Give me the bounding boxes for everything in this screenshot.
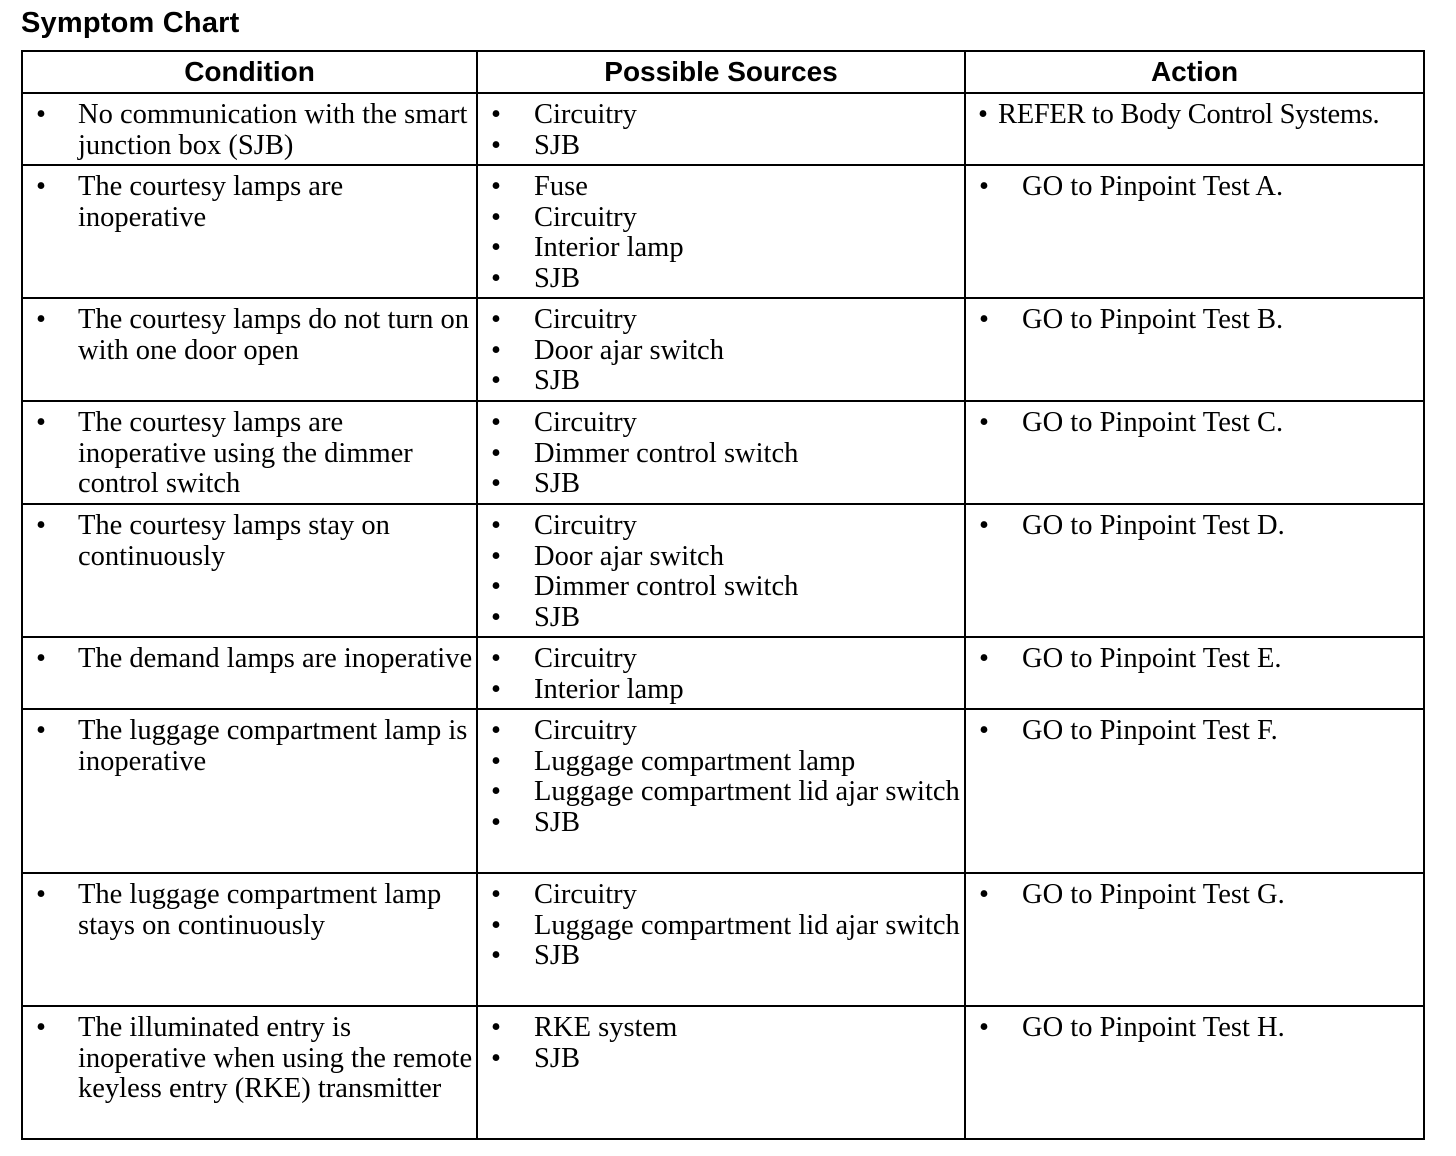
condition-list	[23, 716, 476, 777]
action-cell	[965, 1006, 1424, 1139]
bullet-icon: •	[491, 365, 501, 397]
list-item	[478, 675, 964, 706]
bullet-icon: •	[491, 171, 501, 202]
bullet-icon: •	[979, 879, 989, 910]
sources-text: Door ajar switch	[534, 334, 724, 366]
list-item	[478, 747, 964, 778]
table-row	[22, 709, 1424, 873]
action-text: GO to Pinpoint Test F.	[1022, 715, 1278, 746]
condition-list	[23, 100, 476, 161]
sources-text: Luggage compartment lid ajar switch	[534, 909, 960, 941]
condition-cell	[22, 1006, 477, 1139]
list-item	[966, 100, 1423, 131]
bullet-icon: •	[491, 715, 501, 746]
action-list	[966, 172, 1423, 203]
condition-cell	[22, 504, 477, 637]
table-row	[22, 165, 1424, 298]
sources-text: SJB	[534, 1042, 580, 1074]
list-item	[478, 716, 964, 747]
action-text: GO to Pinpoint Test G.	[1022, 879, 1285, 910]
action-list	[966, 408, 1423, 439]
sources-list	[478, 305, 964, 397]
bullet-icon: •	[491, 643, 501, 674]
possible-sources-cell	[477, 93, 965, 165]
list-item	[478, 172, 964, 203]
table-row	[22, 401, 1424, 504]
list-item	[23, 716, 476, 777]
condition-cell	[22, 165, 477, 298]
sources-text: Circuitry	[534, 99, 637, 130]
condition-cell	[22, 93, 477, 165]
action-cell	[965, 873, 1424, 1006]
condition-cell	[22, 873, 477, 1006]
list-item	[23, 644, 476, 675]
list-item	[478, 408, 964, 439]
action-cell	[965, 165, 1424, 298]
bullet-icon: •	[491, 879, 501, 910]
action-text: GO to Pinpoint Test A.	[1022, 171, 1284, 202]
sources-text: SJB	[534, 806, 580, 838]
list-item	[966, 305, 1423, 336]
table-header-row	[22, 51, 1424, 93]
bullet-icon: •	[491, 437, 501, 469]
list-item	[478, 439, 964, 470]
condition-text: No communication with the smart junction box (SJB)	[78, 99, 468, 161]
list-item	[966, 880, 1423, 911]
action-cell	[965, 637, 1424, 709]
action-list	[966, 100, 1423, 131]
action-text: GO to Pinpoint Test D.	[1022, 510, 1285, 541]
list-item	[478, 233, 964, 264]
list-item	[23, 511, 476, 572]
table-row	[22, 93, 1424, 165]
bullet-icon: •	[491, 776, 501, 808]
table-row	[22, 298, 1424, 401]
action-cell	[965, 298, 1424, 401]
sources-text: Circuitry	[534, 643, 637, 674]
symptom-chart-table	[21, 50, 1425, 1140]
sources-text: Dimmer control switch	[534, 571, 799, 603]
action-text: GO to Pinpoint Test E.	[1022, 643, 1282, 674]
bullet-icon: •	[978, 99, 988, 130]
page-title: Symptom Chart	[21, 7, 240, 39]
sources-text: SJB	[534, 129, 580, 161]
column-header-condition: Condition	[22, 51, 477, 93]
list-item	[23, 408, 476, 500]
table-row	[22, 504, 1424, 637]
possible-sources-cell	[477, 401, 965, 504]
sources-text: Dimmer control switch	[534, 437, 799, 469]
list-item	[478, 469, 964, 500]
sources-text: Luggage compartment lamp	[534, 745, 856, 777]
sources-list	[478, 880, 964, 972]
bullet-icon: •	[36, 1012, 46, 1043]
sources-text: SJB	[534, 468, 580, 500]
list-item	[478, 264, 964, 295]
list-item	[23, 305, 476, 366]
bullet-icon: •	[491, 129, 501, 161]
action-list	[966, 880, 1423, 911]
action-text: REFER to Body Control Systems.	[998, 99, 1380, 130]
condition-list	[23, 1013, 476, 1105]
list-item	[23, 100, 476, 161]
condition-list	[23, 172, 476, 233]
sources-text: Interior lamp	[534, 232, 684, 264]
list-item	[478, 203, 964, 234]
bullet-icon: •	[491, 468, 501, 500]
condition-text: The courtesy lamps stay on continuously	[78, 510, 390, 572]
condition-cell	[22, 401, 477, 504]
condition-text: The demand lamps are inoperative	[78, 643, 473, 674]
condition-list	[23, 511, 476, 572]
list-item	[478, 366, 964, 397]
sources-text: Luggage compartment lid ajar switch	[534, 776, 960, 808]
action-cell	[965, 504, 1424, 637]
bullet-icon: •	[36, 643, 46, 674]
condition-list	[23, 408, 476, 500]
bullet-icon: •	[36, 99, 46, 130]
list-item	[478, 808, 964, 839]
bullet-icon: •	[36, 407, 46, 438]
action-text: GO to Pinpoint Test C.	[1022, 407, 1284, 438]
action-list	[966, 644, 1423, 675]
possible-sources-cell	[477, 165, 965, 298]
bullet-icon: •	[979, 1012, 989, 1043]
bullet-icon: •	[36, 510, 46, 541]
sources-list	[478, 511, 964, 633]
bullet-icon: •	[491, 334, 501, 366]
list-item	[966, 511, 1423, 542]
action-cell	[965, 93, 1424, 165]
table-row	[22, 1006, 1424, 1139]
table-row	[22, 873, 1424, 1006]
list-item	[478, 1013, 964, 1044]
sources-text: RKE system	[534, 1012, 678, 1043]
table-row	[22, 637, 1424, 709]
list-item	[478, 511, 964, 542]
list-item	[478, 100, 964, 131]
bullet-icon: •	[979, 510, 989, 541]
bullet-icon: •	[491, 304, 501, 335]
action-list	[966, 1013, 1423, 1044]
sources-list	[478, 716, 964, 838]
sources-text: Door ajar switch	[534, 540, 724, 572]
possible-sources-cell	[477, 709, 965, 873]
list-item	[478, 941, 964, 972]
sources-list	[478, 408, 964, 500]
possible-sources-cell	[477, 504, 965, 637]
possible-sources-cell	[477, 298, 965, 401]
bullet-icon: •	[491, 673, 501, 705]
bullet-icon: •	[36, 715, 46, 746]
bullet-icon: •	[36, 879, 46, 910]
sources-text: Circuitry	[534, 201, 637, 233]
action-list	[966, 305, 1423, 336]
condition-text: The courtesy lamps are inoperative	[78, 171, 344, 233]
condition-text: The illuminated entry is inoperative when using the remote keyless entry (RKE) transmitter	[78, 1012, 473, 1105]
sources-list	[478, 172, 964, 294]
list-item	[478, 336, 964, 367]
list-item	[478, 644, 964, 675]
list-item	[478, 880, 964, 911]
action-cell	[965, 401, 1424, 504]
bullet-icon: •	[491, 571, 501, 603]
bullet-icon: •	[979, 643, 989, 674]
sources-list	[478, 1013, 964, 1074]
condition-list	[23, 880, 476, 941]
list-item	[966, 172, 1423, 203]
action-list	[966, 511, 1423, 542]
list-item	[23, 172, 476, 233]
list-item	[966, 644, 1423, 675]
sources-list	[478, 644, 964, 705]
list-item	[478, 777, 964, 808]
bullet-icon: •	[491, 745, 501, 777]
possible-sources-cell	[477, 1006, 965, 1139]
sources-text: Circuitry	[534, 304, 637, 335]
bullet-icon: •	[979, 715, 989, 746]
condition-cell	[22, 637, 477, 709]
list-item	[23, 1013, 476, 1105]
bullet-icon: •	[36, 304, 46, 335]
sources-list	[478, 100, 964, 161]
condition-text: The courtesy lamps do not turn on with one door open	[78, 304, 470, 366]
list-item	[23, 880, 476, 941]
sources-text: SJB	[534, 262, 580, 294]
sources-text: Circuitry	[534, 715, 637, 746]
bullet-icon: •	[491, 1012, 501, 1043]
sources-text: Circuitry	[534, 407, 637, 438]
bullet-icon: •	[491, 510, 501, 541]
condition-text: The luggage compartment lamp is inoperative	[78, 715, 468, 777]
list-item	[478, 572, 964, 603]
sources-text: SJB	[534, 365, 580, 397]
condition-text: The luggage compartment lamp stays on continuously	[78, 879, 442, 941]
list-item	[966, 716, 1423, 747]
bullet-icon: •	[36, 171, 46, 202]
table-body	[22, 93, 1424, 1139]
bullet-icon: •	[491, 601, 501, 633]
list-item	[478, 1044, 964, 1075]
action-text: GO to Pinpoint Test B.	[1022, 304, 1284, 335]
list-item	[478, 305, 964, 336]
list-item	[478, 911, 964, 942]
bullet-icon: •	[491, 1042, 501, 1074]
condition-cell	[22, 709, 477, 873]
list-item	[966, 408, 1423, 439]
column-header-action: Action	[965, 51, 1424, 93]
column-header-possible-sources: Possible Sources	[477, 51, 965, 93]
possible-sources-cell	[477, 637, 965, 709]
condition-cell	[22, 298, 477, 401]
sources-text: Circuitry	[534, 879, 637, 910]
bullet-icon: •	[491, 201, 501, 233]
bullet-icon: •	[979, 407, 989, 438]
action-cell	[965, 709, 1424, 873]
sources-text: Circuitry	[534, 510, 637, 541]
bullet-icon: •	[491, 99, 501, 130]
bullet-icon: •	[491, 407, 501, 438]
sources-text: Interior lamp	[534, 673, 684, 705]
bullet-icon: •	[491, 806, 501, 838]
sources-text: Fuse	[534, 171, 588, 202]
sources-text: SJB	[534, 601, 580, 633]
bullet-icon: •	[979, 304, 989, 335]
sources-text: SJB	[534, 940, 580, 972]
bullet-icon: •	[491, 909, 501, 941]
bullet-icon: •	[491, 262, 501, 294]
bullet-icon: •	[979, 171, 989, 202]
action-list	[966, 716, 1423, 747]
list-item	[966, 1013, 1423, 1044]
list-item	[478, 542, 964, 573]
list-item	[478, 603, 964, 634]
condition-list	[23, 644, 476, 675]
condition-text: The courtesy lamps are inoperative using the dimmer control switch	[78, 407, 413, 500]
list-item	[478, 131, 964, 162]
action-text: GO to Pinpoint Test H.	[1022, 1012, 1285, 1043]
bullet-icon: •	[491, 232, 501, 264]
bullet-icon: •	[491, 540, 501, 572]
bullet-icon: •	[491, 940, 501, 972]
condition-list	[23, 305, 476, 366]
possible-sources-cell	[477, 873, 965, 1006]
